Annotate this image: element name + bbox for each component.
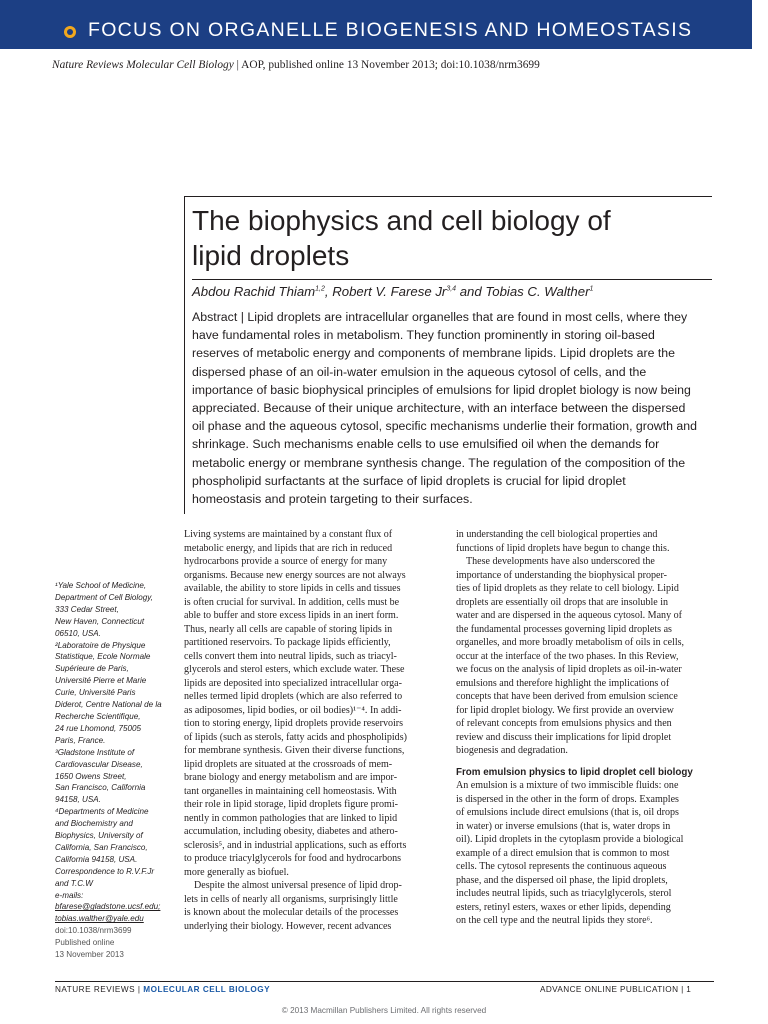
body-column-1 — [184, 528, 441, 933]
body-text-line: we focus on the analysis of lipid droplets as oil-in-water — [456, 664, 682, 675]
body-text-line: occur at the interface of the two phases. In this Review, — [456, 650, 679, 662]
affiliation-line: California, San Francisco, — [55, 842, 148, 852]
footer-page-info: ADVANCE ONLINE PUBLICATION | 1 — [540, 985, 692, 994]
affiliation-line: ⁴Departments of Medicine — [55, 807, 149, 817]
body-text-line: nelles termed lipid droplets (which are also referred to — [184, 691, 403, 702]
abstract-line: dispersed phase of an oil-in-water emulsion in the aqueous cytosol of cells, and the — [192, 364, 647, 379]
body-text-line: able to buffer and store excess lipids in an inert form. — [184, 610, 399, 621]
abstract-line: appreciated. Because of their unique architecture, with an interface between the dispersed — [192, 401, 686, 416]
body-text-line: lipids are deposited into specialized intracellular orga- — [184, 677, 402, 689]
affiliation-line: ²Laboratoire de Physique — [55, 640, 146, 650]
body-text-line: hydrocarbons provide a source of energy for many — [184, 556, 388, 567]
body-text-line: organisms. Because new energy sources are not always — [184, 569, 406, 581]
body-text-line: to produce triacylglycerols for food and hydrocarbons — [184, 853, 402, 864]
body-text-line: on the cell type and the neutral lipids they store⁶. — [456, 915, 653, 926]
author-separator: and — [456, 284, 486, 299]
affiliation-line: San Francisco, California — [55, 783, 146, 793]
journal-citation — [52, 59, 540, 71]
author-affiliation: 3,4 — [446, 285, 457, 293]
body-text-line: is often crucial for survival. In addition, cells must be — [184, 596, 400, 608]
author-affiliation: 1 — [589, 285, 594, 293]
body-text-line: concepts that have been derived from emulsion science — [456, 691, 678, 702]
body-text-line: cells. The cytosol represents the continuous aqueous — [456, 861, 667, 872]
body-text-line: water and are dispersed in the aqueous cytosol. Many of — [456, 610, 682, 621]
body-text-line: of relevant concepts from emulsions physics and then — [456, 718, 672, 729]
body-text-line: organelles, and more broadly metabolism of oils in cells, — [456, 637, 685, 648]
affiliation-line: New Haven, Connecticut — [55, 616, 145, 626]
body-text-line: phase, and the dispersed oil phase, the lipid droplets, — [456, 874, 668, 886]
affiliation-line: Supérieure de Paris, — [55, 664, 129, 674]
title-line-2: lipid droplets — [192, 240, 350, 271]
abstract-line: shrinkage. Such mechanisms enable cells to use emulsified oil when the demands for — [192, 437, 660, 452]
affiliation-line: Curie, Université Paris — [55, 688, 136, 698]
body-text-line: Despite the almost universal presence of lipid drop- — [194, 880, 402, 891]
affiliation-line: Cardiovascular Disease, — [55, 759, 143, 769]
footer-rule — [55, 981, 714, 982]
body-text-line: underlying their biology. However, recent advances — [184, 920, 392, 932]
body-text-line: functions of lipid droplets have begun to change this. — [456, 542, 670, 554]
body-text-line: tion to storing energy, lipid droplets provide reservoirs — [184, 718, 404, 729]
body-text-line: more generally as biofuel. — [184, 866, 289, 878]
title-bottom-rule — [192, 279, 712, 280]
affiliation-line: Paris, France. — [55, 735, 106, 745]
focus-target-icon — [64, 26, 76, 38]
body-text-line: Living systems are maintained by a constant flux of — [184, 529, 393, 540]
body-text-line: emulsions and therefore highlight the implications of — [456, 677, 670, 689]
body-text-line: for membrane synthesis. Given their diverse functions, — [184, 745, 405, 756]
body-text-line: the fundamental processes governing lipid droplets as — [456, 623, 672, 635]
body-text-line: lipid droplets are situated at the crossroads of mem- — [184, 758, 393, 770]
footer-brand: NATURE REVIEWS — [55, 985, 136, 994]
section-gap — [456, 758, 714, 766]
affiliation-line: and Biochemistry and — [55, 819, 133, 829]
body-text-line: of lipids (such as sterols, fatty acids and phospholipids) — [184, 731, 407, 743]
affiliation-line: Statistique, Ecole Normale — [55, 652, 151, 662]
author-affiliation: 1,2 — [315, 285, 325, 293]
body-text-line: tant organelles in maintaining cell homeostasis. With — [184, 785, 397, 797]
abstract-line: reserves of metabolic energy and components of membrane lipids. Lipid droplets are the — [192, 346, 676, 361]
body-text-line: An emulsion is a mixture of two immiscible fluids: one — [456, 780, 679, 791]
body-text-line: glycerols and sterol esters, which exclude water. These — [184, 664, 405, 675]
affiliation-line: Diderot, Centre National de la — [55, 700, 162, 710]
abstract-line: Abstract | Lipid droplets are intracellular organelles that are found in most cells, where they — [192, 310, 688, 324]
affiliation-line: ¹Yale School of Medicine, — [55, 581, 147, 590]
body-text-line: importance of understanding the biophysical proper- — [456, 569, 667, 581]
body-text-line: accumulation, including obesity, diabetes and athero- — [184, 826, 398, 837]
doi: doi:10.1038/nrm3699 — [55, 926, 132, 936]
body-text-line: droplets are essentially oil drops that are insoluble in — [456, 596, 669, 608]
footer-journal — [55, 985, 270, 994]
affiliation-line: Université Pierre et Marie — [55, 676, 147, 686]
footer-separator: | — [135, 985, 144, 994]
copyright-notice: © 2013 Macmillan Publishers Limited. All rights reserved — [281, 1006, 487, 1015]
journal-name: Nature Reviews Molecular Cell Biology — [52, 59, 234, 71]
body-text-line: of emulsions include direct emulsions (that is, oil drops — [456, 807, 679, 818]
email-link[interactable]: tobias.walther@yale.edu — [55, 914, 144, 924]
body-text-line: example of a direct emulsion that is common to most — [456, 847, 670, 859]
body-text-line: metabolic energy, and lipids that are rich in reduced — [184, 542, 393, 554]
body-text-line: as adiposomes, lipid bodies, or oil bodies)¹⁻⁴. In addi- — [184, 704, 402, 716]
body-text-line: available, the ability to store lipids in cells and tissues — [184, 583, 401, 594]
title-left-rule — [184, 196, 185, 514]
abstract-line: have fundamental roles in metabolism. They function prominently in storing oil-based — [192, 328, 655, 343]
affiliation-line: 24 rue Lhomond, 75005 — [55, 723, 141, 733]
body-text-line: lets in cells of nearly all organisms, surprisingly little — [184, 893, 398, 905]
body-text-line: in understanding the cell biological properties and — [456, 529, 658, 540]
section-text — [456, 779, 714, 928]
author-name: Abdou Rachid Thiam — [192, 284, 316, 299]
affiliation-line: ³Gladstone Institute of — [55, 747, 135, 757]
section-heading: From emulsion physics to lipid droplet cell biology — [456, 766, 693, 778]
series-banner — [0, 0, 752, 49]
abstract-line: importance of basic biophysical principles of emulsions for lipid droplet biology is now being — [192, 382, 691, 397]
body-text-line: biogenesis and degradation. — [456, 745, 568, 756]
abstract-line: homeostasis and protein targeting to their surfaces. — [192, 492, 473, 507]
abstract-line: oil phase and the aqueous cytosol, specific mechanisms underlie their formation, growth and — [192, 419, 698, 434]
author-list — [192, 284, 593, 299]
abstract-line: metabolic energy or membrane synthesis change. The regulation of the composition of the — [192, 455, 686, 470]
email-link[interactable]: bfarese@gladstone.ucsf.edu; — [55, 902, 161, 912]
abstract — [192, 308, 714, 508]
body-text-line: Thus, nearly all cells are capable of storing lipids in — [184, 623, 393, 635]
body-column-2 — [456, 528, 714, 928]
title-top-rule — [184, 196, 712, 197]
body-text-line: includes neutral lipids, such as triacylglycerols, sterol — [456, 888, 672, 899]
body-text-line: partitioned reservoirs. To package lipids efficiently, — [184, 637, 391, 648]
body-text-line: is dispersed in the other in the form of drops. Examples — [456, 793, 679, 805]
abstract-line: phospholipid surfactants at the surface of lipid droplets is crucial for lipid droplet — [192, 473, 626, 488]
body-text-line: in water) or inverse emulsions (that is, water drops in — [456, 820, 671, 832]
author-name: Tobias C. Walther — [485, 284, 590, 299]
affiliation-list — [55, 580, 180, 901]
body-text-line: is known about the molecular details of the processes — [184, 907, 399, 918]
affiliation-line: California 94158, USA. — [55, 854, 138, 864]
affiliation-line: and T.C.W — [55, 878, 93, 888]
intro-continued — [456, 528, 714, 758]
affiliation-line: Recherche Scientifique, — [55, 711, 141, 721]
body-text-line: esters, retinyl esters, waxes or ether lipids, depending — [456, 901, 671, 913]
journal-info: | AOP, published online 13 November 2013; doi:10.1038/nrm3699 — [233, 59, 540, 71]
affiliation-line: 1650 Owens Street, — [55, 771, 127, 781]
body-text-line: nently in common pathologies that are linked to lipid — [184, 812, 398, 824]
affiliation-line: 333 Cedar Street, — [55, 604, 119, 614]
title-line-1: The biophysics and cell biology of — [192, 205, 611, 236]
banner-title: FOCUS ON ORGANELLE BIOGENESIS AND HOMEOSTASIS — [88, 19, 693, 41]
article-title — [192, 203, 712, 273]
body-text-line: sclerosis⁵, and in industrial applications, such as efforts — [184, 839, 407, 851]
footer-journal-name: MOLECULAR CELL BIOLOGY — [143, 985, 271, 994]
body-text-line: their role in lipid storage, lipid droplets figure promi- — [184, 799, 399, 810]
body-text-line: review and discuss their implications for lipid droplet — [456, 731, 672, 743]
published-label: Published online — [55, 938, 115, 948]
author-separator: , — [324, 284, 333, 299]
author-name: Robert V. Farese Jr — [332, 284, 447, 299]
body-text-line: These developments have also underscored the — [466, 556, 655, 567]
body-text-line: cells convert them into neutral lipids, such as triacyl- — [184, 650, 397, 662]
affiliation-line: Correspondence to R.V.F.Jr — [55, 866, 155, 876]
affiliation-line: Biophysics, University of — [55, 831, 143, 841]
affiliation-line: 94158, USA. — [55, 795, 101, 805]
affiliation-line: Department of Cell Biology, — [55, 592, 153, 602]
body-text-line: for lipid droplet biology. We first provide an overview — [456, 704, 674, 716]
body-text-line: brane biology and energy metabolism and are impor- — [184, 772, 398, 783]
affiliations-sidebar — [55, 580, 180, 961]
affiliation-line: 06510, USA. — [55, 628, 101, 638]
body-text-line: oil). Lipid droplets in the cytoplasm provide a biological — [456, 834, 684, 845]
body-text-line: ties of lipid droplets as they relate to cell biology. Lipid — [456, 583, 679, 594]
published-date: 13 November 2013 — [55, 950, 124, 960]
affiliation-line: e-mails: — [55, 890, 84, 900]
